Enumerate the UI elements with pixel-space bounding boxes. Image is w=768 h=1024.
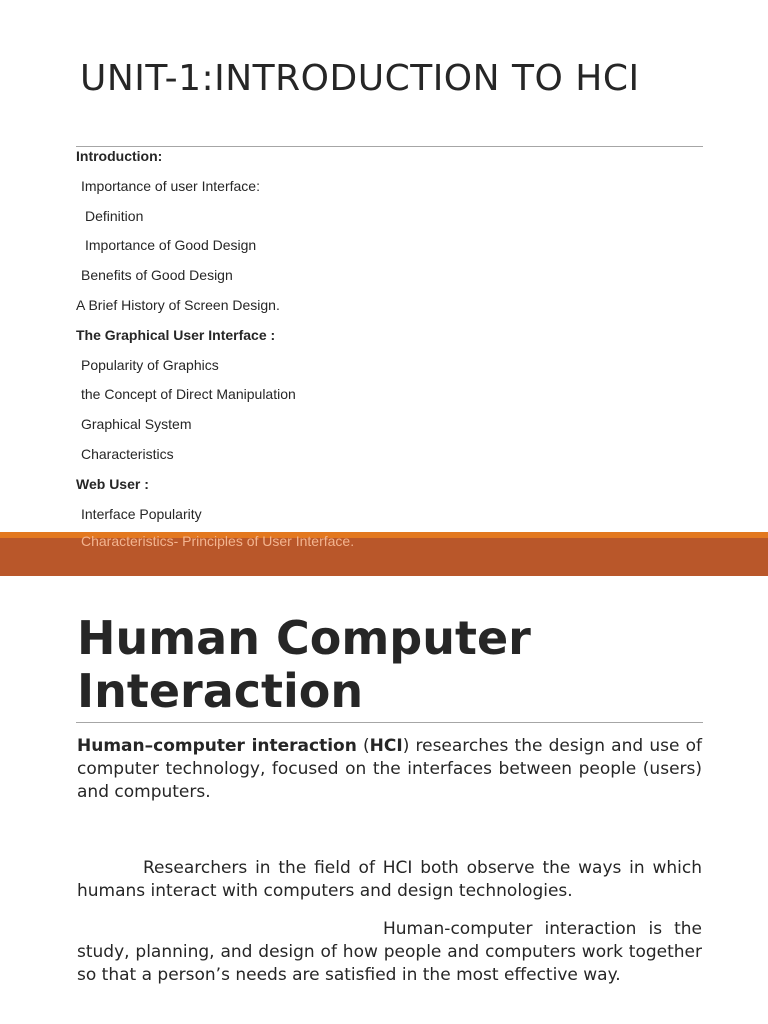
outline-item: A Brief History of Screen Design. bbox=[76, 296, 280, 313]
outline-list bbox=[76, 143, 296, 530]
definition-paragraph bbox=[77, 735, 702, 804]
outline-item: Graphical System bbox=[81, 416, 192, 433]
outline-item: Importance of user Interface: bbox=[81, 177, 260, 194]
definition-rest: ) researches the design and use of computer technology, focused on the interfaces between people (users) and computers. bbox=[77, 736, 702, 802]
outline-item: Interface Popularity bbox=[81, 505, 202, 522]
outline-heading: The Graphical User Interface : bbox=[76, 326, 276, 343]
title-divider bbox=[76, 722, 703, 723]
paren-open: ( bbox=[356, 736, 370, 756]
slide-hci bbox=[0, 576, 768, 1024]
slide-title: UNIT-1:INTRODUCTION TO HCI bbox=[80, 58, 640, 99]
outline-item: Benefits of Good Design bbox=[81, 267, 233, 284]
outline-item: Definition bbox=[85, 207, 144, 224]
term-bold: Human–computer interaction bbox=[77, 736, 357, 756]
abbr-bold: HCI bbox=[369, 736, 403, 756]
outline-item: the Concept of Direct Manipulation bbox=[81, 386, 296, 403]
slide-title: Human Computer Interaction bbox=[77, 611, 531, 718]
outline-item-overlay: Characteristics- Principles of User Interface. bbox=[81, 533, 355, 549]
outline-item: Popularity of Graphics bbox=[81, 356, 219, 373]
outline-item: Characteristics bbox=[81, 445, 174, 462]
research-paragraph: Researchers in the field of HCI both observe the ways in which humans interact with computers and design technologies. bbox=[77, 858, 702, 901]
outline-heading: Web User : bbox=[76, 475, 149, 492]
study-paragraph: Human-computer interaction is the study, planning, and design of how people and computers work together so that a person’s needs are satisfied in the most effective way. bbox=[77, 919, 702, 985]
outline-heading: Introduction: bbox=[76, 148, 163, 164]
outline-item: Importance of Good Design bbox=[85, 237, 257, 254]
